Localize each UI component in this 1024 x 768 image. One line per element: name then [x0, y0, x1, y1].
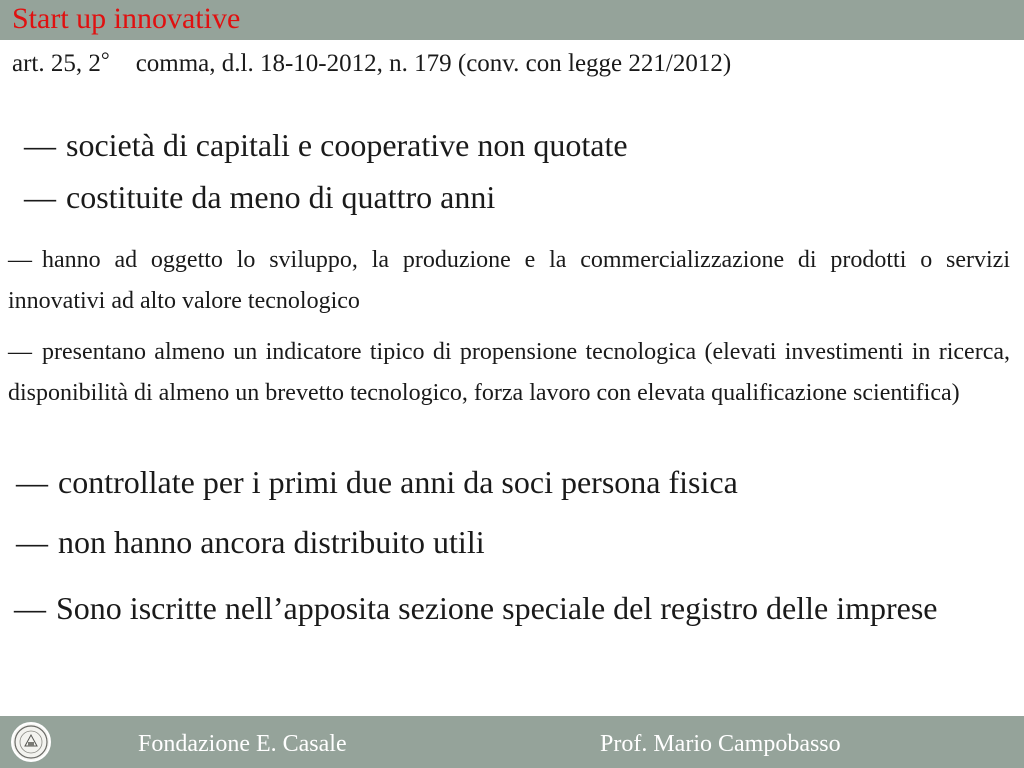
bullet-item	[16, 522, 485, 562]
bullet-item	[24, 178, 495, 216]
dash-marker: —	[24, 179, 56, 215]
dash-marker: —	[14, 590, 46, 626]
bullet-text: costituite da meno di quattro anni	[66, 179, 496, 215]
dash-marker: —	[16, 464, 48, 500]
bullet-text: controllate per i primi due anni da soci persona fisica	[58, 464, 738, 500]
bullet-item	[8, 332, 1010, 414]
bullet-item	[14, 584, 1020, 632]
dash-marker: —	[16, 524, 48, 560]
footer-foundation-name: Fondazione E. Casale	[138, 731, 347, 757]
law-reference	[12, 48, 731, 80]
law-reference-article: art. 25, 2	[12, 50, 101, 77]
bullet-item	[16, 462, 738, 502]
seal-graphic	[13, 724, 49, 760]
slide-title: Start up innovative	[12, 2, 241, 35]
law-reference-detail: comma, d.l. 18-10-2012, n. 179 (conv. con legge 221/2012)	[135, 50, 732, 77]
footer-author: Prof. Mario Campobasso	[600, 731, 841, 757]
bullet-text: presentano almeno un indicatore tipico di propensione tecnologica (elevati investimenti in ricerca, disponibilità di almeno un brevetto tecnologico, forza lavoro con elevata qualificazione scientifica)	[8, 339, 1010, 406]
degree-sign: °	[100, 47, 110, 72]
bullet-text: Sono iscritte nell’apposita sezione speciale del registro delle imprese	[56, 590, 938, 626]
bullet-text: non hanno ancora distribuito utili	[58, 524, 485, 560]
bullet-item	[24, 126, 628, 164]
dash-marker: —	[8, 339, 32, 365]
foundation-seal-icon	[11, 722, 51, 762]
dash-marker: —	[8, 247, 32, 273]
bullet-text: hanno ad oggetto lo sviluppo, la produzione e la commercializzazione di prodotti o servizi innovativi ad alto valore tecnologico	[8, 247, 1010, 314]
dash-marker: —	[24, 127, 56, 163]
bullet-text: società di capitali e cooperative non quotate	[66, 127, 628, 163]
bullet-item	[8, 240, 1010, 322]
